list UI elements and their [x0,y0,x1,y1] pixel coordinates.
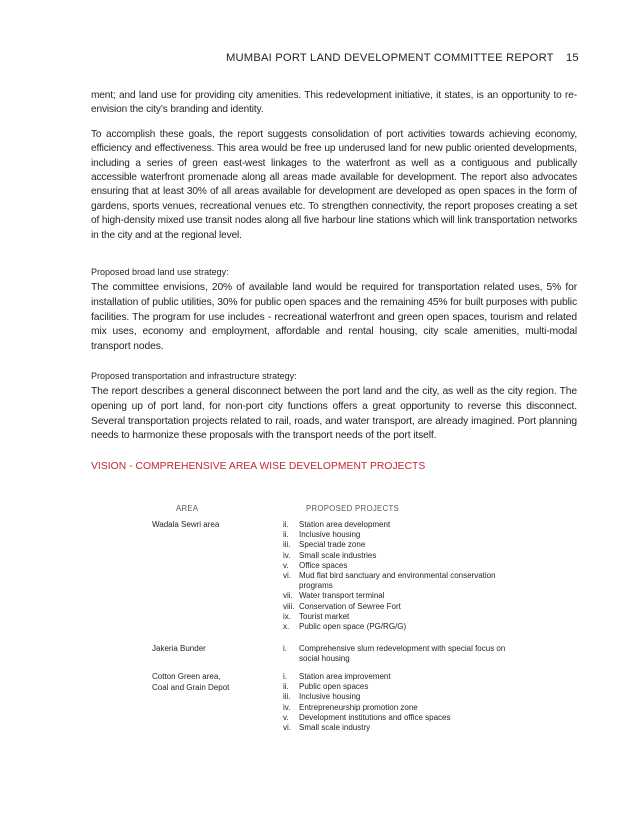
land-use-text: The committee envisions, 20% of available land would be required for transportation related uses, 5% for installation of public utilities, 30% for public open spaces and the remaining 45% for built purposes with public facilities. The program for use includes - recreational waterfront and green open spaces, tourism and related mix uses, economy and employment, affordable and rental housing, city scale amenities, multi-modal transport nodes. [91,282,577,353]
list-item: x. Public open space (PG/RG/G) [283,622,407,632]
intro-paragraph-1: ment; and land use for providing city amenities. This redevelopment initiative, it states, is an opportunity to re-envision the city’s branding and identity. [91,90,577,116]
list-item: i. Station area improvement [283,672,391,681]
list-item: vi. Mud flat bird sanctuary and environmental conservation programs [283,571,496,591]
list-item: ii. Inclusive housing [283,530,361,540]
page-body [91,89,577,472]
project-list [283,672,518,733]
projects-column-header: PROPOSED PROJECTS [306,504,400,513]
list-item: iv. Entrepreneurship promotion zone [283,702,418,712]
project-list [283,644,518,664]
list-item: viii. Conservation of Sewree Fort [283,601,401,611]
area-name: Cotton Green area, Coal and Grain Depot [152,672,230,692]
page-header [0,52,638,68]
land-use-heading: Proposed broad land use strategy: [91,267,229,277]
projects-table-header [0,504,638,516]
intro-paragraph-2: To accomplish these goals, the report suggests consolidation of port activities towards achieving economy, efficiency and effectiveness. This area would be free up underused land for new public oriented developments, including a series of green east-west linkages to the waterfront as well as a contiguous and publically accessible waterfront promenade along all areas made available for development. The report also advocates ensuring that at least 30% of all areas available for development are developed as open spaces in the form of gardens, sports venues, recreational venues etc. To strengthen connectivity, the report proposes creating a set of high-density mixed use transit nodes along all five harbour line stations which will link transportation networks in the city and at the regional level. [91,128,577,241]
vision-section-title: VISION - COMPREHENSIVE AREA WISE DEVELOPMENT PROJECTS [91,461,426,472]
project-list [283,520,518,632]
list-item: ix. Tourist market [283,611,350,621]
list-item: ii. Station area development [283,520,391,529]
transport-section [91,370,577,444]
page-number: 15 [566,52,579,64]
land-use-section [91,266,577,355]
report-title: MUMBAI PORT LAND DEVELOPMENT COMMITTEE REPORT [226,52,554,64]
list-item: vi. Small scale industry [283,723,371,733]
area-name: Wadala Sewri area [152,520,220,529]
transport-text: The report describes a general disconnect between the port land and the city, as well as the city region. The opening up of port land, for non-port city functions offers a great opportunity to reverse this disconnect. Several transportation projects related to rail, roads, and water transport, are already imagined. Port planning needs to harmonize these proposals with the transport needs of the port itself. [91,386,577,442]
area-name: Jakeria Bunder [152,644,206,653]
list-item: ii. Public open spaces [283,682,369,692]
list-item: v. Office spaces [283,560,348,570]
list-item: iii. Inclusive housing [283,692,361,702]
list-item: iv. Small scale industries [283,550,377,560]
list-item: iii. Special trade zone [283,540,366,550]
list-item: v. Development institutions and office spaces [283,712,451,722]
transport-heading: Proposed transportation and infrastructure strategy: [91,371,297,381]
area-column-header: AREA [176,504,199,513]
list-item: vii. Water transport terminal [283,591,385,601]
list-item: i. Comprehensive slum redevelopment with special focus on social housing [283,644,506,664]
